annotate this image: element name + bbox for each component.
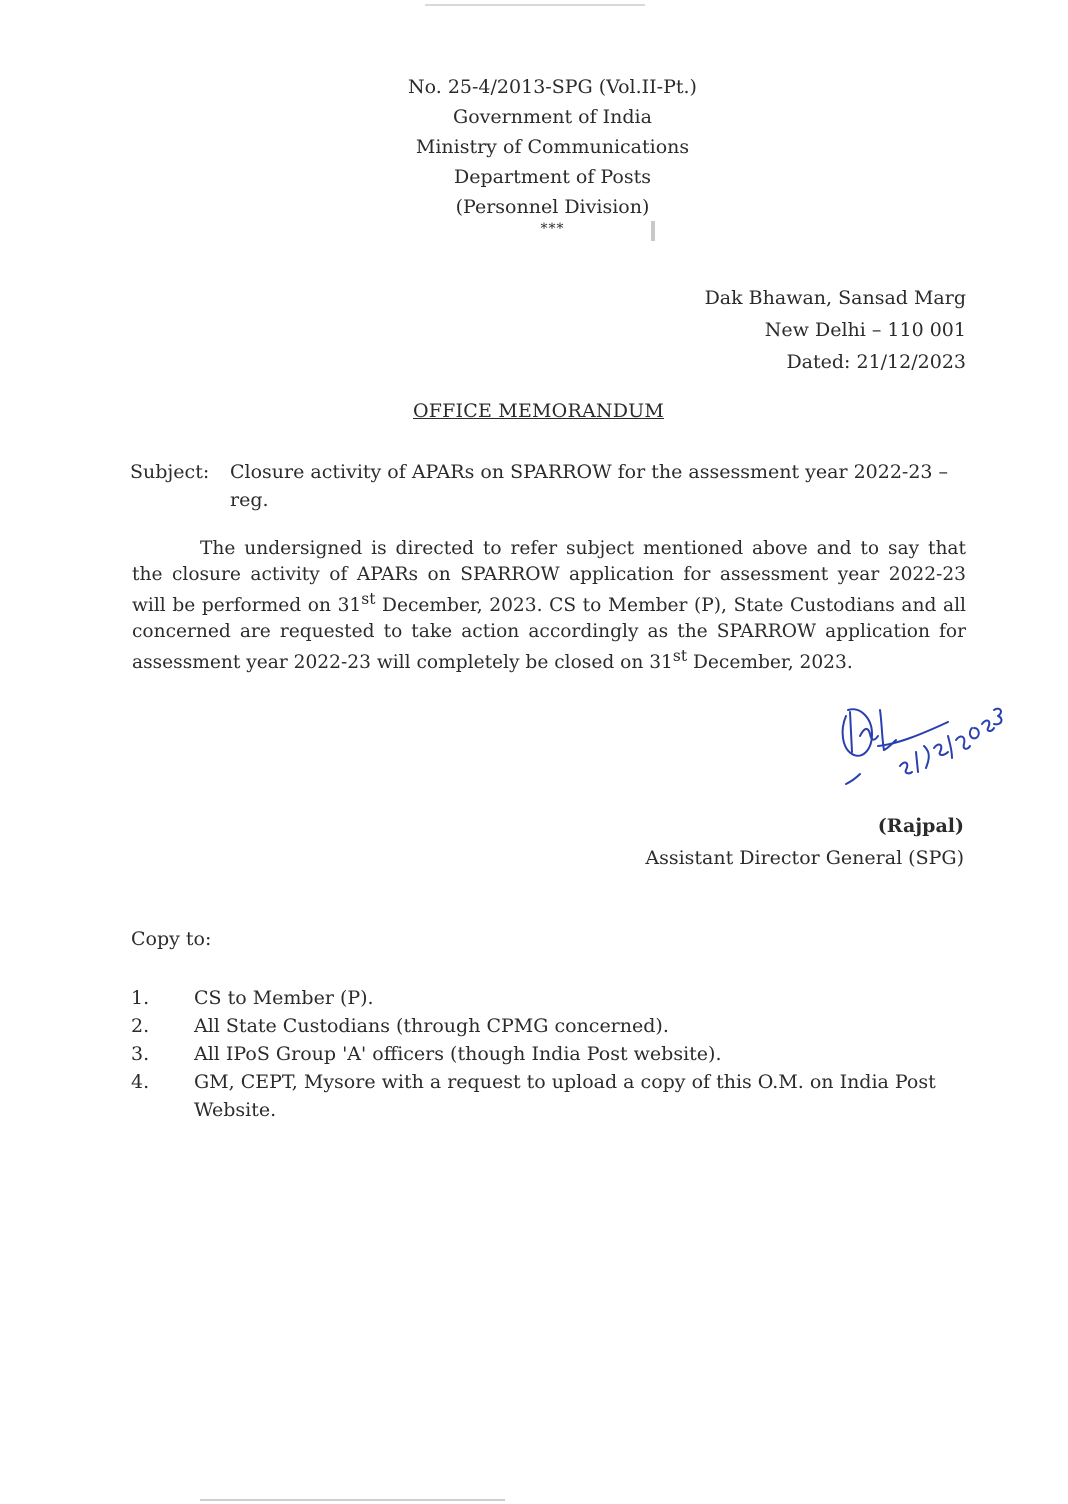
- date-line: Dated: 21/12/2023: [786, 351, 966, 373]
- list-item-number: 3.: [131, 1043, 150, 1065]
- government-line: Government of India: [453, 106, 652, 128]
- list-item: [131, 1068, 971, 1124]
- signatory-block: [544, 810, 964, 874]
- subject-label: Subject:: [130, 461, 210, 483]
- list-item: [131, 1040, 971, 1068]
- body-text-part2: December, 2023. CS to Member (P), State Custodians and all concerned are requested to take action accordingly as the SPARROW application for assessment year 2022-23 will completely be closed on 31: [132, 595, 966, 674]
- list-item-number: 2.: [131, 1015, 150, 1037]
- copy-to-label: Copy to:: [131, 928, 212, 950]
- file-number: No. 25-4/2013-SPG (Vol.II-Pt.): [408, 76, 697, 98]
- list-item-text: GM, CEPT, Mysore with a request to upload a copy of this O.M. on India Post Website.: [194, 1071, 936, 1121]
- separator-stars: ***: [540, 221, 565, 237]
- list-item-number: 1.: [131, 987, 150, 1009]
- signature-image: [838, 688, 1008, 803]
- list-item-text: CS to Member (P).: [194, 987, 374, 1009]
- address-block: [626, 282, 966, 378]
- list-item-number: 4.: [131, 1071, 150, 1093]
- ministry-line: Ministry of Communications: [415, 136, 690, 158]
- department-line: Department of Posts: [454, 166, 651, 188]
- list-item: [131, 1012, 971, 1040]
- body-paragraph: [132, 536, 966, 676]
- copy-to-list: [131, 984, 971, 1124]
- signatory-name: (Rajpal): [877, 815, 964, 837]
- list-item-text: All State Custodians (through CPMG concerned).: [194, 1015, 669, 1037]
- signatory-designation: Assistant Director General (SPG): [645, 847, 964, 869]
- list-item: [131, 984, 971, 1012]
- scan-edge-top: [425, 4, 645, 6]
- body-superscript-2: st: [672, 647, 688, 666]
- body-superscript-1: st: [361, 590, 376, 608]
- body-text-part3: December, 2023.: [687, 652, 853, 674]
- address-city: New Delhi – 110 001: [764, 319, 966, 341]
- list-item-text: All IPoS Group 'A' officers (though India Post website).: [194, 1043, 722, 1065]
- division-line: (Personnel Division): [455, 196, 650, 218]
- handwritten-signature: [838, 688, 1008, 803]
- body-text-part1: The undersigned is directed to refer subject mentioned above and to say that the closure activity of APARs on SPARROW application for assessment year 2022-23 will be performed on 31: [132, 538, 966, 617]
- letterhead: [380, 72, 725, 236]
- memo-title: OFFICE MEMORANDUM: [413, 400, 665, 422]
- subject-text: Closure activity of APARs on SPARROW for the assessment year 2022-23 – reg.: [230, 461, 949, 511]
- address-building: Dak Bhawan, Sansad Marg: [704, 287, 966, 309]
- scan-edge-bottom: [200, 1499, 505, 1501]
